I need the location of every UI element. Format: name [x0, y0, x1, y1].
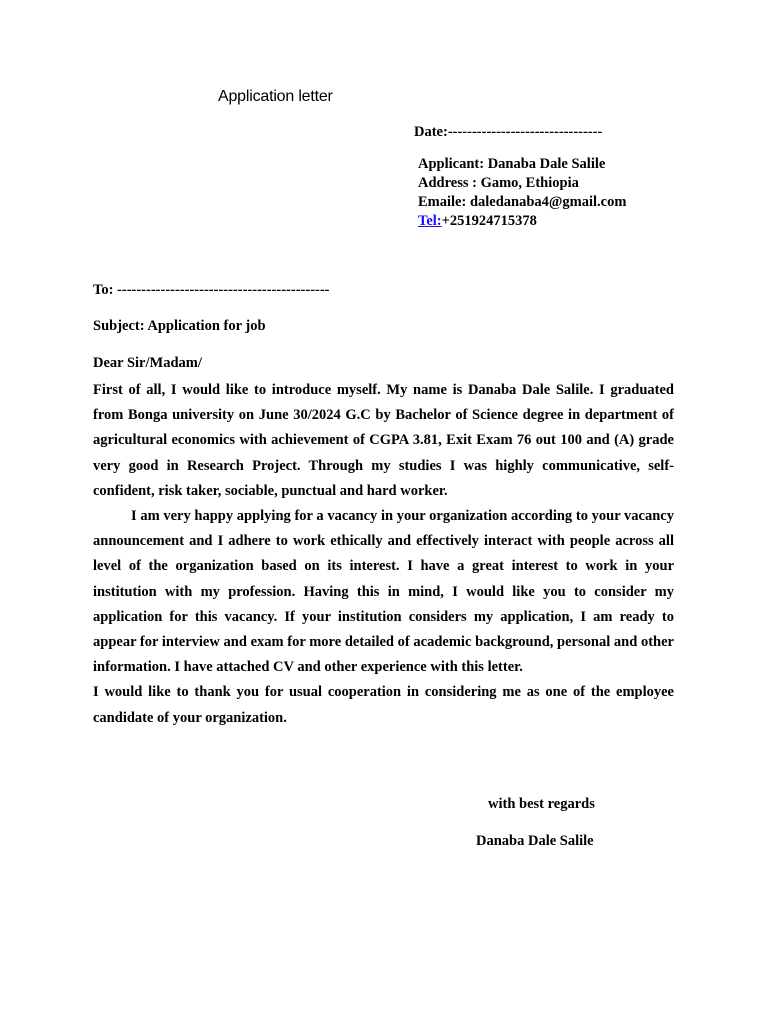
applicant-name: Applicant: Danaba Dale Salile [418, 156, 606, 172]
recipient-line: To: -------------------------------------------- [93, 282, 330, 298]
applicant-block [418, 155, 626, 231]
tel-number: +251924715378 [441, 213, 537, 229]
applicant-tel [418, 212, 626, 231]
applicant-email: Emaile: daledanaba4@gmail.com [418, 194, 627, 210]
closing-line: with best regards [488, 796, 595, 812]
letter-body [93, 378, 674, 731]
date-line: Date:-------------------------------- [414, 124, 603, 140]
signature-name: Danaba Dale Salile [476, 833, 594, 849]
tel-link[interactable]: Tel: [418, 213, 442, 229]
paragraph-intro: First of all, I would like to introduce myself. My name is Danaba Dale Salile. I graduated from Bonga university on June 30/2024 G.C by Bachelor of Science degree in department of agricultural economics with achievement of CGPA 3.81, Exit Exam 76 out 100 and (A) grade very good in Research Project. Through my studies I was highly communicative, self-confident, risk taker, sociable, punctual and hard worker. [93, 382, 674, 499]
applicant-address: Address : Gamo, Ethiopia [418, 175, 579, 191]
salutation: Dear Sir/Madam/ [93, 355, 202, 371]
paragraph-interest: I am very happy applying for a vacancy in your organization according to your vacancy announcement and I adhere to work ethically and effectively interact with people across all level of the organization based on its interest. I have a great interest to work in your institution with my profession. Having this in mind, I would like you to consider my application for this vacancy. If your institution considers my application, I am ready to appear for interview and exam for more detailed of academic background, personal and other information. I have attached CV and other experience with this letter. [93, 508, 674, 676]
letter-title: Application letter [218, 88, 333, 105]
paragraph-thanks: I would like to thank you for usual cooperation in considering me as one of the employee candidate of your organization. [93, 684, 674, 726]
subject-line: Subject: Application for job [93, 318, 266, 334]
